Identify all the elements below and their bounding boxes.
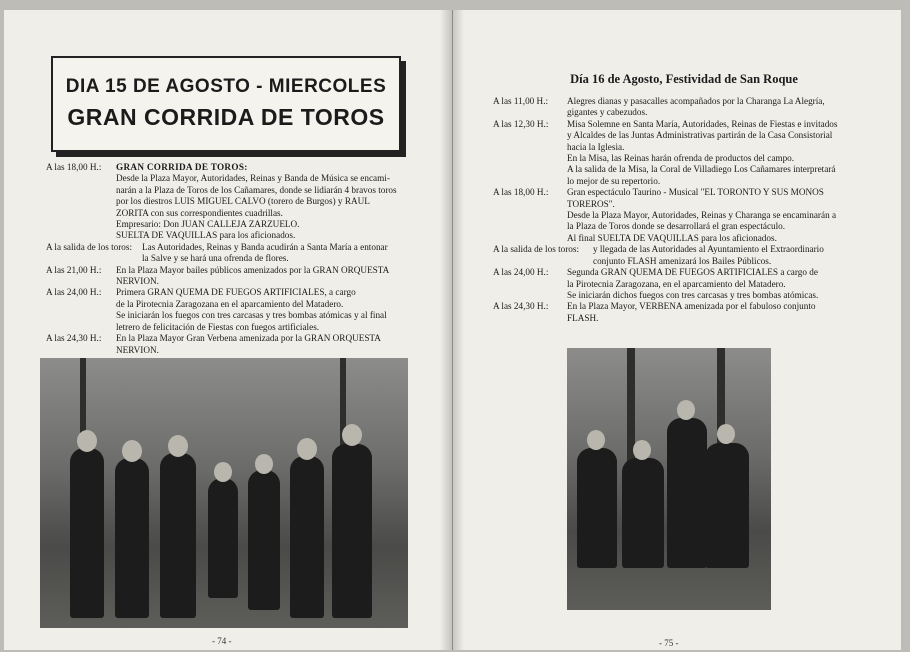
page-number: - 74 -: [212, 636, 232, 646]
entry-desc: Misa Solemne en Santa María, Autoridades, Reinas de Fiestas e invitados y Alcaldes de las Juntas Administrativas partirán de la Casa Consistorial hacia la Iglesia. En la Misa, las Reinas harán ofrenda de productos del campo. A la salida de la Misa, la Coral de Villadiego Los Cañamares interpretará lo mejor de su repertorio.: [567, 118, 838, 186]
entry-desc: Alegres dianas y pasacalles acompañados por la Charanga La Alegría, gigantes y cabezudos.: [567, 96, 825, 118]
program-entry: [46, 333, 398, 356]
program-entry: [493, 119, 859, 187]
entry-time: A las 18,00 H.:: [46, 162, 102, 172]
entry-time: A las 24,30 H.:: [46, 333, 102, 344]
entry-desc: GRAN CORRIDA DE TOROS: Desde la Plaza Mayor, Autoridades, Reinas y Banda de Música se encami- narán a la Plaza de Toros de los Cañamares, donde se lidiarán 4 bravos toros por los diestros LUIS MIGUEL CALVO (torero de Burgos) y RAUL ZORITA con sus correspondientes cuadrillas. Empresario: Don JUAN CALLEJA ZARZUELO. SUELTA DE VAQUILLAS para los aficionados.: [116, 162, 397, 241]
program-entry: [493, 244, 859, 267]
program-entry: [46, 242, 398, 265]
entry-desc: En la Plaza Mayor bailes públicos amenizados por la GRAN ORQUESTA NERVION.: [116, 264, 390, 287]
program-entry: [493, 301, 859, 324]
entry-time: A las 24,30 H.:: [493, 301, 549, 312]
entry-desc: Las Autoridades, Reinas y Banda acudirán a Santa María a entonar la Salve y se hará una ofrenda de flores.: [142, 241, 388, 264]
right-program: [493, 96, 859, 324]
entry-desc: En la Plaza Mayor, VERBENA amenizada por el fabuloso conjunto FLASH.: [567, 301, 816, 323]
title-box: [51, 56, 401, 152]
entry-time: A las 11,00 H.:: [493, 96, 549, 106]
right-page: [453, 10, 901, 650]
entry-desc: y llegada de las Autoridades al Ayuntamiento el Extraordinario conjunto FLASH amenizará los Bailes Públicos.: [593, 244, 824, 266]
band-photo: [567, 348, 771, 610]
entry-desc: Segunda GRAN QUEMA DE FUEGOS ARTIFICIALES a cargo de la Pirotecnia Zaragozana, en el aparcamiento del Matadero. Se iniciarán dichos fuegos con tres carcasas y tres bombas atómicas.: [567, 267, 819, 300]
program-entry: [493, 267, 859, 301]
left-page: [4, 10, 453, 650]
entry-time: A las 12,30 H.:: [493, 118, 549, 129]
page-number: - 75 -: [659, 638, 679, 648]
event-title: GRAN CORRIDA DE TOROS: [67, 104, 385, 130]
program-entry: [493, 96, 859, 119]
entry-time: A las 21,00 H.:: [46, 264, 102, 275]
program-entry: [46, 162, 398, 242]
left-program: [46, 162, 398, 356]
entry-desc: Primera GRAN QUEMA DE FUEGOS ARTIFICIALES, a cargo de la Pirotecnia Zaragozana en el aparcamiento del Matadero. Se iniciarán los fuegos con tres carcasas y tres bombas atómicas y al final letrero de felicitación de Fiestas con fuegos artificiales.: [116, 287, 387, 332]
entry-desc: Gran espectáculo Taurino - Musical "EL TORONTO Y SUS MONOS TOREROS". Desde la Plaza Mayor, Autoridades, Reinas y Charanga se encaminarán a la Plaza de Toros donde se desarrollará el gran espectáculo. Al final SUELTA DE VAQUILLAS para los aficionados.: [567, 187, 837, 243]
program-entry: [46, 265, 398, 288]
entry-time: A las 24,00 H.:: [493, 267, 549, 278]
day-heading: Día 16 de Agosto, Festividad de San Roque: [570, 72, 798, 86]
entry-time: A la salida de los toros:: [493, 244, 579, 255]
program-entry: [493, 187, 859, 244]
entry-time: A las 18,00 H.:: [493, 187, 549, 198]
orchestra-photo: [40, 358, 408, 628]
day-title: DIA 15 DE AGOSTO - MIERCOLES: [65, 76, 387, 97]
entry-time: A la salida de los toros:: [46, 241, 132, 252]
program-entry: [46, 287, 398, 333]
entry-desc: En la Plaza Mayor Gran Verbena amenizada por la GRAN ORQUESTA NERVION.: [116, 333, 381, 355]
entry-time: A las 24,00 H.:: [46, 287, 102, 298]
